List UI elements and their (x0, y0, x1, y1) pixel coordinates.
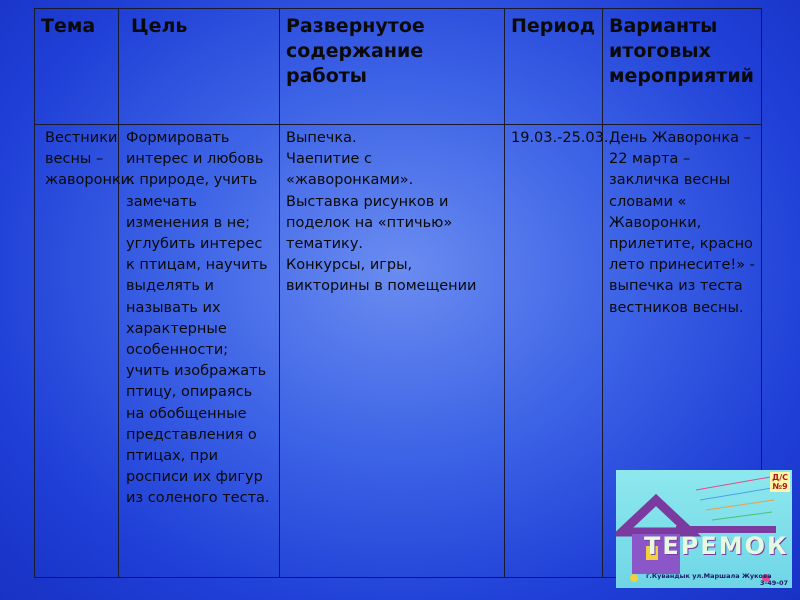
logo-brand-text: ТЕРЕМОК (644, 532, 789, 560)
cell-events: День Жаворонка – 22 марта – закличка весны словами « Жаворонки, прилетите, красно лето принесите!» - выпечка из теста вестников весны. (603, 125, 762, 578)
cell-goal: Формировать интерес и любовь к природе, учить замечать изменения в не; углубить интерес к птицам, научить выделять и называть их характерные особенности; учить изображать птицу, опираясь на обобщенные представления о птицах, при росписи их фигур из соленого теста. (119, 125, 280, 578)
header-events: Варианты итоговых мероприятий (603, 9, 762, 125)
cell-theme: Вестники весны – жаворонки. (35, 125, 119, 578)
cell-content: Выпечка. Чаепитие с «жаворонками». Выставка рисунков и поделок на «птичью» тематику. Конкурсы, игры, викторины в помещении (280, 125, 505, 578)
header-content: Развернутое содержание работы (280, 9, 505, 125)
logo-badge: Д/С №9 (772, 473, 788, 491)
table-header-row (35, 9, 762, 125)
cell-period: 19.03.-25.03. (505, 125, 603, 578)
header-period: Период (505, 9, 603, 125)
logo-address: г.Кувандык ул.Маршала Жукова (646, 572, 772, 580)
kindergarten-logo (616, 470, 792, 588)
house-roof-icon (616, 470, 792, 588)
header-goal: Цель (119, 9, 280, 125)
header-theme: Тема (35, 9, 119, 125)
logo-phone: 3-49-07 (759, 579, 788, 587)
